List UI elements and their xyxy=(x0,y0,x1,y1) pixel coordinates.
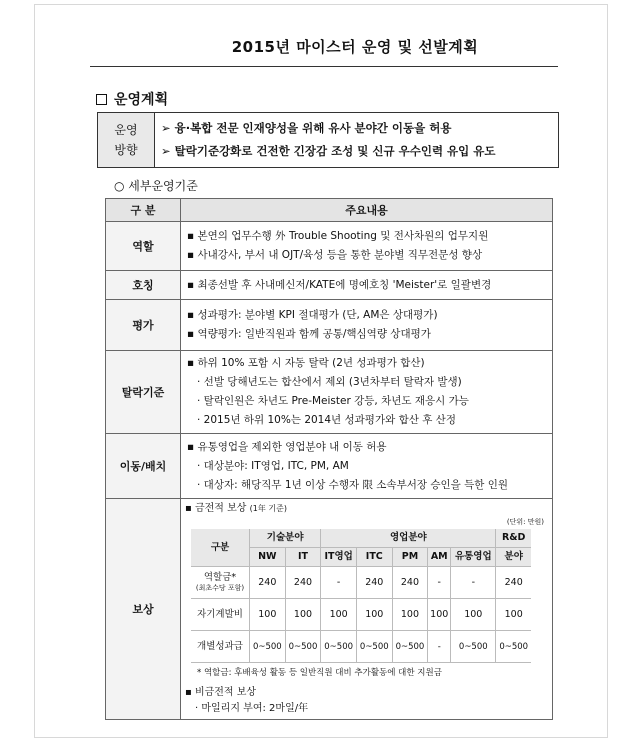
row-content xyxy=(181,351,553,434)
inner-header-tech: 기술분야 xyxy=(250,529,321,548)
col-header-category: 구 분 xyxy=(106,199,181,222)
page-title: 2015년 마이스터 운영 및 선발계획 xyxy=(231,38,479,56)
inner-cell: 100 xyxy=(451,599,496,631)
inner-cell: 0~500 xyxy=(496,631,531,663)
inner-cell: 240 xyxy=(250,567,286,599)
content-line: ▪ 유통영업을 제외한 영업분야 내 이동 허용 xyxy=(187,440,387,453)
row-category: 호칭 xyxy=(106,271,181,300)
inner-cell: - xyxy=(428,567,451,599)
inner-cell: 0~500 xyxy=(285,631,321,663)
inner-row-label: 자기계발비 xyxy=(191,599,250,631)
nonmoney-reward-line: · 마일리지 부여: 2마일/年 xyxy=(195,703,309,714)
content-line: ▪ 최종선발 후 사내메신저/KATE에 명예호칭 'Meister'로 일괄변경 xyxy=(187,278,492,291)
content-line: · 선발 당해년도는 합산에서 제외 (3년차부터 탈락자 발생) xyxy=(197,376,462,388)
inner-col-header: NW xyxy=(250,548,286,567)
criteria-table xyxy=(105,198,553,720)
inner-cell: - xyxy=(451,567,496,599)
inner-cell: 0~500 xyxy=(356,631,392,663)
row-content xyxy=(181,271,553,300)
inner-cell: 0~500 xyxy=(392,631,428,663)
inner-row-label: 개별성과급 xyxy=(191,631,250,663)
inner-col-header: IT영업 xyxy=(321,548,357,567)
inner-cell: 100 xyxy=(356,599,392,631)
row-content xyxy=(181,300,553,351)
inner-cell: 240 xyxy=(496,567,531,599)
inner-col-header: IT xyxy=(285,548,321,567)
content-line: · 대상분야: IT영업, ITC, PM, AM xyxy=(197,459,349,472)
table-row xyxy=(106,222,553,271)
inner-col-header: ITC xyxy=(356,548,392,567)
money-reward-title: ▪ 금전적 보상 (1年 기준) xyxy=(185,503,287,514)
inner-header-rnd: R&D xyxy=(496,529,531,548)
inner-header-gubun: 구분 xyxy=(191,529,250,567)
content-line: ▪ 사내강사, 부서 내 OJT/육성 등을 통한 분야별 직무전문성 향상 xyxy=(187,249,483,261)
inner-row-role-pay xyxy=(191,567,531,599)
table-row xyxy=(106,300,553,351)
row-category: 평가 xyxy=(106,300,181,351)
label-line-1: 운영 xyxy=(114,123,138,137)
row-content xyxy=(181,434,553,499)
checkbox-square-icon xyxy=(96,94,107,105)
operation-direction-box xyxy=(97,112,559,168)
table-row xyxy=(106,351,553,434)
title-rule xyxy=(90,66,558,67)
row-category: 탈락기준 xyxy=(106,351,181,434)
operation-direction-body xyxy=(155,113,558,167)
inner-cell: 100 xyxy=(250,599,286,631)
inner-row-label: 역할금* (최초수당 포함) xyxy=(191,567,250,599)
inner-col-header: 유통영업 xyxy=(451,548,496,567)
section-title: 운영계획 xyxy=(114,92,169,108)
reward-table xyxy=(191,529,531,663)
content-line: · 대상자: 해당직무 1년 이상 수행자 限 소속부서장 승인을 득한 인원 xyxy=(197,478,509,491)
operation-direction-label xyxy=(98,113,155,167)
inner-cell: - xyxy=(428,631,451,663)
subsection-title: ○ 세부운영기준 xyxy=(114,179,198,193)
inner-cell: - xyxy=(321,567,357,599)
inner-row-perf-bonus xyxy=(191,631,531,663)
table-row xyxy=(106,499,553,720)
inner-col-header: 분야 xyxy=(496,548,531,567)
reward-footnote: * 역할금: 후배육성 활동 등 일반직원 대비 추가활동에 대한 지원금 xyxy=(197,668,442,678)
col-header-content: 주요내용 xyxy=(181,199,553,222)
direction-line-2: ➢ 탈락기준강화로 건전한 긴장감 조성 및 신규 우수인력 유입 유도 xyxy=(161,144,496,158)
inner-cell: 100 xyxy=(285,599,321,631)
content-line: ▪ 성과평가: 분야별 KPI 절대평가 (단, AM은 상대평가) xyxy=(187,309,438,321)
unit-label: (단위: 만원) xyxy=(506,518,544,526)
inner-col-header: PM xyxy=(392,548,428,567)
content-line: ▪ 본연의 업무수행 外 Trouble Shooting 및 전사차원의 업무지원 xyxy=(187,230,489,242)
row-category: 보상 xyxy=(106,499,181,720)
content-line: ▪ 역량평가: 일반직원과 함께 공통/핵심역량 상대평가 xyxy=(187,328,431,340)
inner-cell: 240 xyxy=(285,567,321,599)
content-line: ▪ 하위 10% 포함 시 자동 탈락 (2년 성과평가 합산) xyxy=(187,357,425,369)
direction-line-1: ➢ 융·복합 전문 인재양성을 위해 유사 분야간 이동을 허용 xyxy=(161,121,452,135)
row-content xyxy=(181,222,553,271)
nonmoney-reward-title: ▪ 비금전적 보상 xyxy=(185,687,257,698)
content-line: · 탈락인원은 차년도 Pre-Meister 강등, 차년도 재응시 가능 xyxy=(197,395,469,407)
inner-cell: 0~500 xyxy=(321,631,357,663)
inner-header-sales: 영업분야 xyxy=(321,529,496,548)
table-row xyxy=(106,271,553,300)
inner-cell: 100 xyxy=(428,599,451,631)
inner-cell: 100 xyxy=(321,599,357,631)
inner-col-header: AM xyxy=(428,548,451,567)
inner-cell: 0~500 xyxy=(250,631,286,663)
table-row xyxy=(106,434,553,499)
inner-cell: 100 xyxy=(392,599,428,631)
inner-cell: 240 xyxy=(392,567,428,599)
row-content xyxy=(181,499,553,720)
row-category: 역할 xyxy=(106,222,181,271)
inner-cell: 100 xyxy=(496,599,531,631)
content-line: · 2015년 하위 10%는 2014년 성과평가와 합산 후 산정 xyxy=(197,414,456,426)
label-line-2: 방향 xyxy=(114,143,138,157)
inner-cell: 240 xyxy=(356,567,392,599)
inner-cell: 0~500 xyxy=(451,631,496,663)
section-heading xyxy=(96,89,168,109)
row-category: 이동/배치 xyxy=(106,434,181,499)
inner-row-self-dev xyxy=(191,599,531,631)
